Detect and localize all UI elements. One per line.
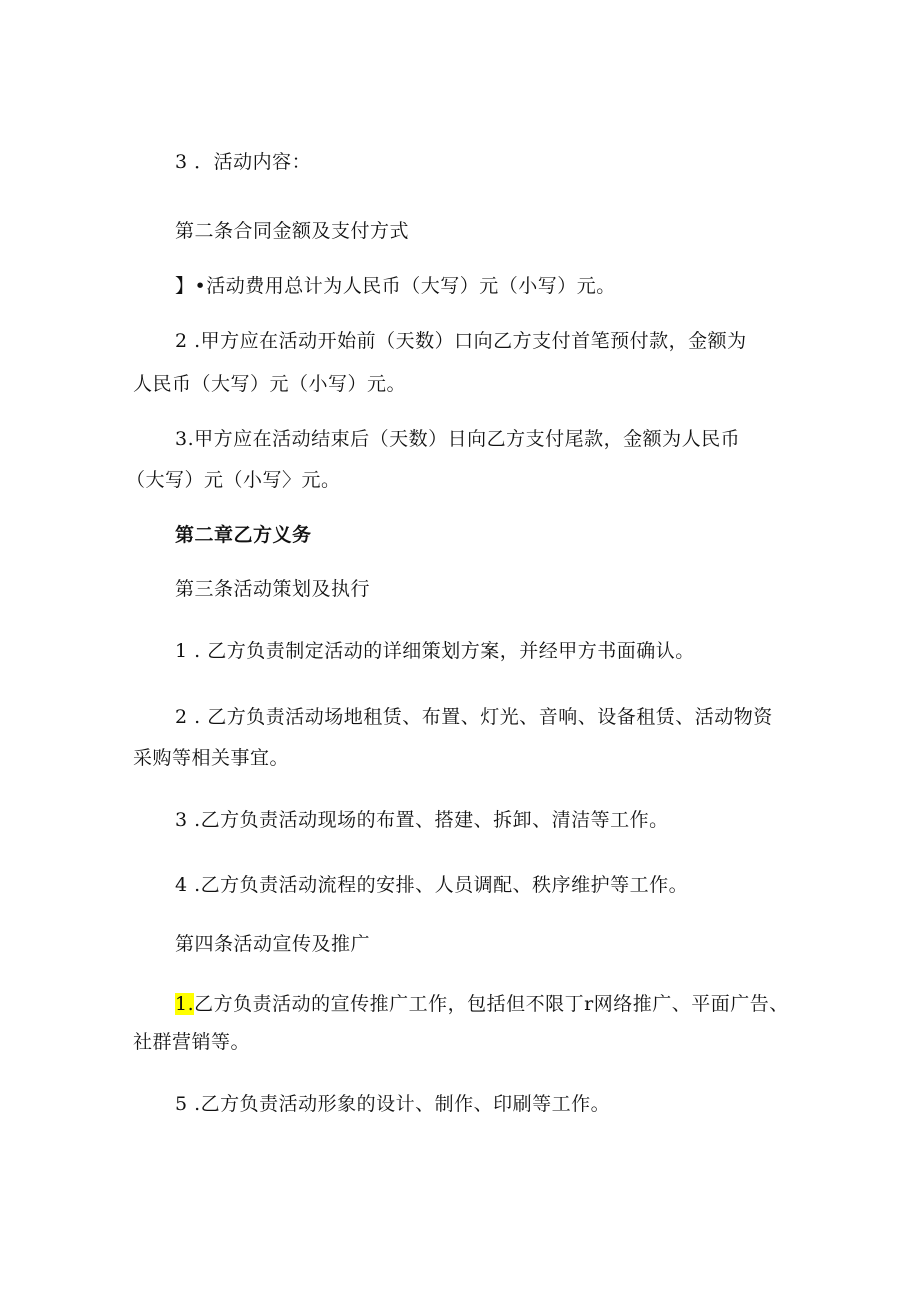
promotion-item-1-line-2: 社群营销等。 [133, 1031, 251, 1053]
payment-item-3-line-2: （大写）元（小写〉元。 [126, 469, 341, 491]
payment-item-3-line-1: 3.甲方应在活动结束后（天数）日向乙方支付尾款，金额为人民币 [175, 428, 741, 450]
article-4-heading: 第四条活动宣传及推广 [175, 933, 371, 955]
chapter-2-heading: 第二章乙方义务 [175, 524, 312, 546]
item-activity-content: 3 ．活动内容： [175, 151, 312, 173]
planning-item-2-line-1: 2 . 乙方负责活动场地租赁、布置、灯光、音响、设备租赁、活动物资 [175, 706, 773, 728]
article-3-heading: 第三条活动策划及执行 [175, 578, 371, 600]
payment-item-2-line-1: 2 .甲方应在活动开始前（天数）口向乙方支付首笔预付款，金额为 [175, 330, 747, 352]
planning-item-4: 4 .乙方负责活动流程的安排、人员调配、秩序维护等工作。 [175, 874, 689, 896]
planning-item-2-line-2: 采购等相关事宜。 [133, 747, 290, 769]
planning-item-1: 1 . 乙方负责制定活动的详细策划方案，并经甲方书面确认。 [175, 640, 695, 662]
payment-item-1: 】•活动费用总计为人民币（大写）元（小写）元。 [175, 275, 616, 297]
promotion-item-1-line-1 [175, 992, 789, 1016]
payment-item-2-line-2: 人民币（大写）元（小写）元。 [133, 373, 407, 395]
highlighted-item-number: 1. [175, 993, 195, 1015]
article-2-heading: 第二条合同金额及支付方式 [175, 220, 410, 242]
promotion-item-1-text: 乙方负责活动的宣传推广工作，包括但不限丁r网络推广、平面广告、 [194, 993, 789, 1015]
planning-item-3: 3 .乙方负责活动现场的布置、搭建、拆卸、清洁等工作。 [175, 809, 669, 831]
promotion-item-5: 5 .乙方负责活动形象的设计、制作、印刷等工作。 [175, 1093, 611, 1115]
